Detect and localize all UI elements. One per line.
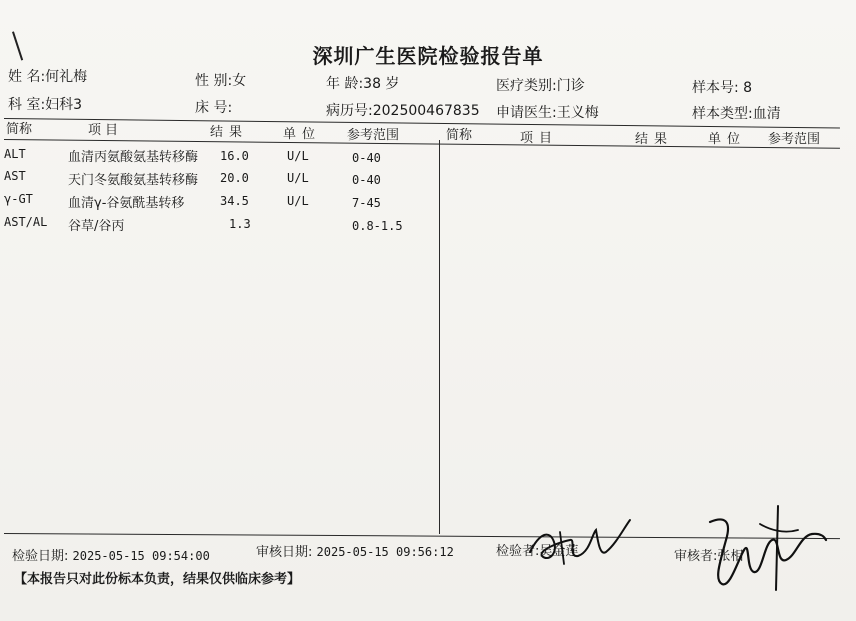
header-item: 项目 <box>88 123 123 138</box>
name-label: 姓 名: <box>8 69 46 85</box>
header-item-right: 项目 <box>520 131 559 146</box>
row-item: 血清丙氨酸氨基转移酶 <box>68 150 199 165</box>
test-date-field <box>12 545 210 564</box>
header-abbr-right: 简称 <box>446 128 473 143</box>
column-divider <box>439 140 440 534</box>
sex-label: 性 别: <box>195 73 233 89</box>
dept: 妇科3 <box>45 97 83 113</box>
sample-type: 血清 <box>752 106 781 122</box>
header-unit: 单位 <box>283 127 322 142</box>
bed-field <box>195 97 232 117</box>
review-date: 2025-05-15 09:56:12 <box>316 545 454 559</box>
row-range: 0-40 <box>352 151 381 165</box>
age-field <box>326 73 399 93</box>
review-date-label: 审核日期: <box>256 545 313 560</box>
sample-no: 8 <box>743 80 753 96</box>
patient-sex: 女 <box>232 73 247 89</box>
bed-label: 床 号: <box>195 100 233 116</box>
record-no-label: 病历号: <box>326 103 373 119</box>
patient-name: 何礼梅 <box>45 69 88 85</box>
record-no-field <box>326 100 480 120</box>
row-abbr: AST/AL <box>4 215 48 229</box>
sample-no-field <box>692 77 752 97</box>
reviewer-label: 审核者: <box>674 549 718 564</box>
doctor-field <box>496 102 599 122</box>
test-date: 2025-05-15 09:54:00 <box>72 549 210 563</box>
row-item: 天门冬氨酸氨基转移酶 <box>68 173 199 188</box>
header-range-right: 参考范围 <box>768 132 821 147</box>
reviewer-name: 张相 <box>717 549 744 564</box>
row-unit: U/L <box>287 171 309 185</box>
row-unit: U/L <box>287 149 309 163</box>
row-item: 谷草/谷丙 <box>68 219 125 234</box>
row-abbr: AST <box>4 169 26 183</box>
reviewer-signature <box>700 500 830 600</box>
header-result-right: 结果 <box>635 132 674 147</box>
row-range: 7-45 <box>352 196 381 210</box>
medical-type-label: 医疗类别: <box>496 78 557 94</box>
header-result: 结果 <box>210 125 249 140</box>
header-abbr: 简称 <box>6 122 33 137</box>
age-label: 年 龄: <box>326 76 364 92</box>
sample-type-label: 样本类型: <box>692 106 753 122</box>
row-range: 0-40 <box>352 173 381 187</box>
tester-signature <box>520 512 640 572</box>
record-no: 202500467835 <box>372 103 480 119</box>
header-unit-right: 单位 <box>708 132 747 147</box>
doctor-label: 申请医生: <box>496 105 557 121</box>
row-abbr: γ-GT <box>4 192 33 206</box>
row-result: 1.3 <box>229 217 251 231</box>
row-result: 20.0 <box>220 171 249 185</box>
row-abbr: ALT <box>4 147 26 161</box>
header-range: 参考范围 <box>347 128 400 143</box>
sex-field <box>195 70 246 90</box>
dept-label: 科 室: <box>8 97 46 113</box>
row-range: 0.8-1.5 <box>352 219 403 233</box>
report-title: 深圳广生医院检验报告单 <box>312 44 544 68</box>
row-item: 血清γ-谷氨酰基转移 <box>68 196 185 211</box>
tester-name: 吴金莲 <box>539 544 579 559</box>
row-unit: U/L <box>287 194 309 208</box>
row-result: 34.5 <box>220 194 249 208</box>
patient-age: 38 岁 <box>363 76 400 92</box>
review-date-field <box>256 541 454 560</box>
disclaimer-note: 【本报告只对此份标本负责，结果仅供临床参考】 <box>14 572 301 587</box>
medical-type: 门诊 <box>556 78 585 94</box>
tester-label: 检验者: <box>496 544 540 559</box>
sample-type-field <box>692 103 781 123</box>
test-date-label: 检验日期: <box>12 549 69 564</box>
name-field <box>8 66 87 86</box>
doctor: 王义梅 <box>556 105 599 121</box>
sample-no-label: 样本号: <box>692 80 739 96</box>
dept-field <box>8 94 82 114</box>
row-result: 16.0 <box>220 149 249 163</box>
medical-type-field <box>496 75 585 95</box>
